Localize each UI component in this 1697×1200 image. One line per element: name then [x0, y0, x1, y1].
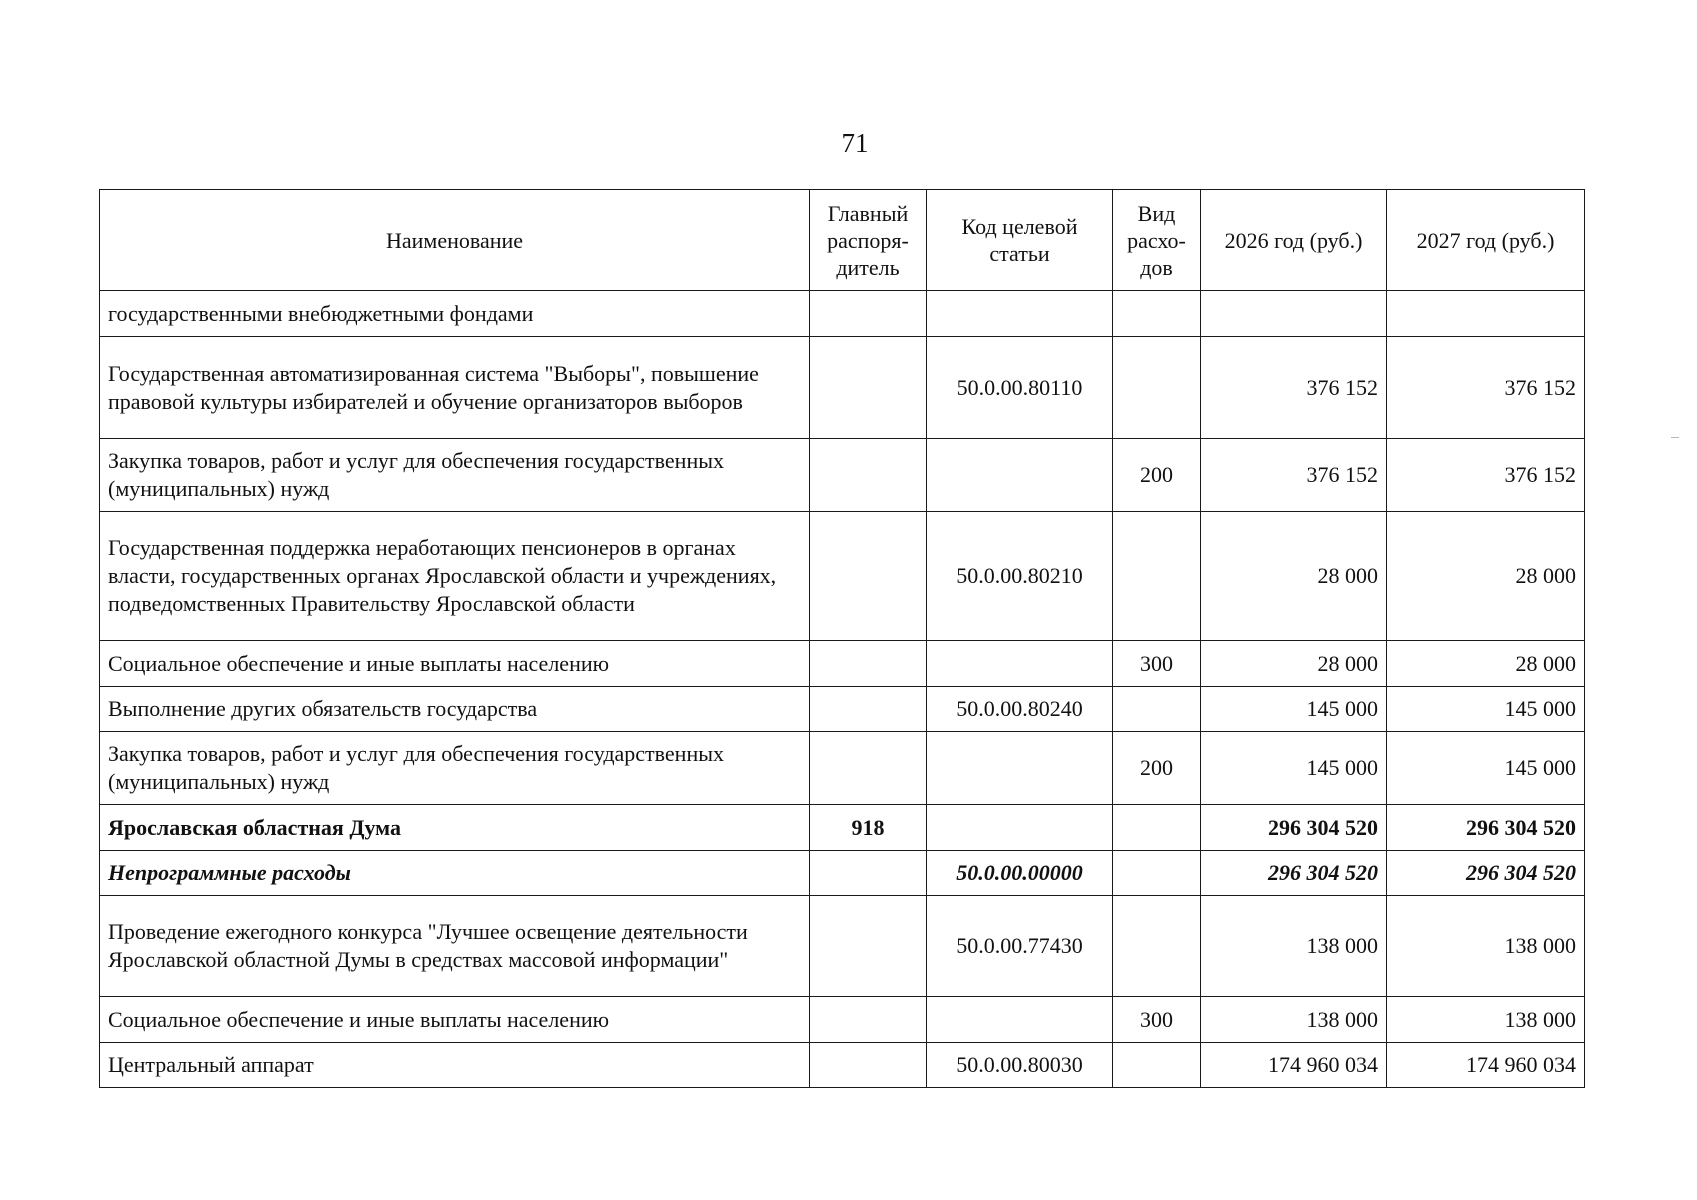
cell-code [927, 439, 1113, 512]
cell-2027 [1387, 291, 1585, 337]
cell-manager [810, 997, 927, 1043]
cell-code: 50.0.00.80240 [927, 687, 1113, 732]
table-row [100, 805, 1585, 851]
table-row [100, 997, 1585, 1043]
table-row [100, 687, 1585, 732]
header-2026: 2026 год (руб.) [1201, 190, 1387, 291]
cell-2027: 145 000 [1387, 687, 1585, 732]
table-row [100, 851, 1585, 896]
cell-manager [810, 337, 927, 439]
cell-name: Закупка товаров, работ и услуг для обеспечения государственных (муниципальных) нужд [100, 732, 810, 805]
cell-name: Закупка товаров, работ и услуг для обеспечения государственных (муниципальных) нужд [100, 439, 810, 512]
cell-2026: 145 000 [1201, 687, 1387, 732]
cell-manager [810, 512, 927, 641]
cell-code [927, 291, 1113, 337]
table-row [100, 732, 1585, 805]
cell-2026: 28 000 [1201, 641, 1387, 687]
cell-2026: 296 304 520 [1201, 851, 1387, 896]
cell-name: Проведение ежегодного конкурса "Лучшее освещение деятельности Ярославской областной Думы в средствах массовой информации" [100, 896, 810, 997]
header-manager: Главный распоря-дитель [810, 190, 927, 291]
cell-code: 50.0.00.80030 [927, 1043, 1113, 1088]
cell-2027: 138 000 [1387, 997, 1585, 1043]
cell-name: Государственная автоматизированная система "Выборы", повышение правовой культуры избирателей и обучение организаторов выборов [100, 337, 810, 439]
cell-2027: 174 960 034 [1387, 1043, 1585, 1088]
cell-2026 [1201, 291, 1387, 337]
cell-2026: 145 000 [1201, 732, 1387, 805]
cell-manager [810, 291, 927, 337]
cell-name: Выполнение других обязательств государства [100, 687, 810, 732]
cell-name: Центральный аппарат [100, 1043, 810, 1088]
cell-expense-type: 200 [1113, 439, 1201, 512]
cell-code: 50.0.00.80210 [927, 512, 1113, 641]
cell-code: 50.0.00.77430 [927, 896, 1113, 997]
cell-expense-type [1113, 687, 1201, 732]
cell-manager [810, 1043, 927, 1088]
table-row [100, 641, 1585, 687]
cell-expense-type: 200 [1113, 732, 1201, 805]
cell-manager [810, 732, 927, 805]
cell-manager [810, 687, 927, 732]
cell-manager [810, 641, 927, 687]
table-row [100, 291, 1585, 337]
cell-2026: 28 000 [1201, 512, 1387, 641]
cell-2026: 376 152 [1201, 439, 1387, 512]
cell-code: 50.0.00.00000 [927, 851, 1113, 896]
cell-2026: 376 152 [1201, 337, 1387, 439]
cell-2027: 296 304 520 [1387, 805, 1585, 851]
cell-name: Социальное обеспечение и иные выплаты населению [100, 997, 810, 1043]
budget-table [99, 189, 1585, 1088]
header-code: Код целевой статьи [927, 190, 1113, 291]
table-row [100, 1043, 1585, 1088]
cell-code [927, 732, 1113, 805]
cell-name: государственными внебюджетными фондами [100, 291, 810, 337]
cell-2027: 145 000 [1387, 732, 1585, 805]
cell-expense-type [1113, 291, 1201, 337]
cell-manager [810, 896, 927, 997]
table-row [100, 337, 1585, 439]
cell-2026: 138 000 [1201, 896, 1387, 997]
table-row [100, 439, 1585, 512]
table-row [100, 512, 1585, 641]
cell-2027: 296 304 520 [1387, 851, 1585, 896]
table-row [100, 896, 1585, 997]
cell-expense-type [1113, 805, 1201, 851]
cell-expense-type [1113, 896, 1201, 997]
cell-name: Государственная поддержка неработающих пенсионеров в органах власти, государственных органах Ярославской области и учреждениях, подведомственных Правительству Ярославской области [100, 512, 810, 641]
table-header-row [100, 190, 1585, 291]
cell-2027: 28 000 [1387, 641, 1585, 687]
header-expense-type: Вид расхо-дов [1113, 190, 1201, 291]
cell-code [927, 641, 1113, 687]
cell-expense-type [1113, 512, 1201, 641]
cell-manager [810, 439, 927, 512]
header-2027: 2027 год (руб.) [1387, 190, 1585, 291]
cell-2027: 376 152 [1387, 439, 1585, 512]
cell-code: 50.0.00.80110 [927, 337, 1113, 439]
header-name: Наименование [100, 190, 810, 291]
cell-expense-type: 300 [1113, 641, 1201, 687]
cell-2026: 138 000 [1201, 997, 1387, 1043]
cell-2027: 28 000 [1387, 512, 1585, 641]
cell-name: Социальное обеспечение и иные выплаты населению [100, 641, 810, 687]
cell-expense-type [1113, 1043, 1201, 1088]
cell-expense-type [1113, 851, 1201, 896]
scan-mark [1671, 437, 1679, 438]
cell-code [927, 805, 1113, 851]
cell-expense-type [1113, 337, 1201, 439]
cell-name: Непрограммные расходы [100, 851, 810, 896]
cell-code [927, 997, 1113, 1043]
cell-manager: 918 [810, 805, 927, 851]
cell-2026: 174 960 034 [1201, 1043, 1387, 1088]
page-number: 71 [841, 128, 869, 158]
cell-name: Ярославская областная Дума [100, 805, 810, 851]
cell-2026: 296 304 520 [1201, 805, 1387, 851]
cell-2027: 376 152 [1387, 337, 1585, 439]
cell-manager [810, 851, 927, 896]
cell-2027: 138 000 [1387, 896, 1585, 997]
cell-expense-type: 300 [1113, 997, 1201, 1043]
